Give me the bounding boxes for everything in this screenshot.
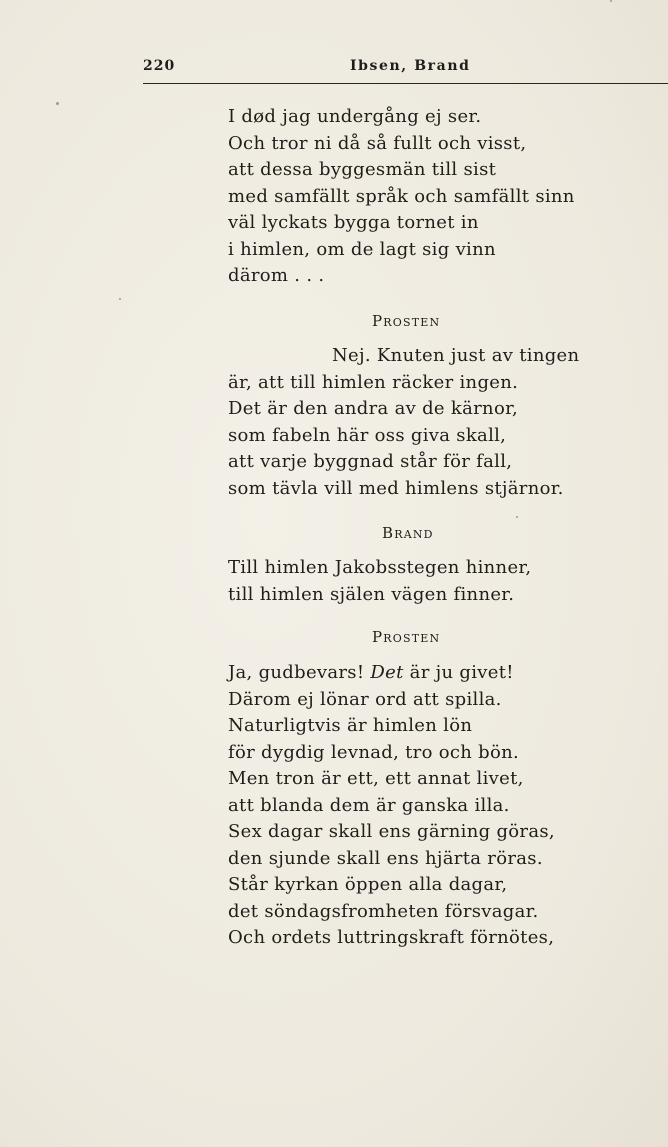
- verse-line: Därom ej lönar ord att spilla.: [228, 689, 502, 710]
- page-number: 220: [143, 58, 176, 74]
- verse-line: är, att till himlen räcker ingen.: [228, 372, 519, 393]
- speaker-name: Prosten: [372, 628, 441, 646]
- verse-fragment: är ju givet!: [409, 662, 514, 683]
- running-title: Ibsen, Brand: [350, 58, 471, 74]
- header-rule: [143, 83, 668, 84]
- verse-line: att blanda dem är ganska illa.: [228, 795, 510, 816]
- paper-speck: [56, 102, 59, 105]
- page-header: [143, 58, 668, 80]
- paper-speck: [516, 516, 518, 518]
- verse-line: i himlen, om de lagt sig vinn: [228, 239, 496, 260]
- speaker-name: Prosten: [372, 312, 441, 330]
- verse-line: med samfällt språk och samfällt sinn: [228, 186, 575, 207]
- verse-line: den sjunde skall ens hjärta röras.: [228, 848, 543, 869]
- paper-speck: [119, 298, 121, 300]
- verse-line: att dessa byggesmän till sist: [228, 159, 497, 180]
- verse-line: Och ordets luttringskraft förnötes,: [228, 927, 555, 948]
- verse-line: som tävla vill med himlens stjärnor.: [228, 478, 564, 499]
- verse-line: Naturligtvis är himlen lön: [228, 715, 473, 736]
- verse-line: det söndagsfromheten försvagar.: [228, 901, 539, 922]
- verse-line: Men tron är ett, ett annat livet,: [228, 768, 524, 789]
- verse-line: att varje byggnad står för fall,: [228, 451, 513, 472]
- verse-line: för dygdig levnad, tro och bön.: [228, 742, 520, 763]
- verse-line: som fabeln här oss giva skall,: [228, 425, 507, 446]
- verse-line: väl lyckats bygga tornet in: [228, 212, 479, 233]
- verse-line: Står kyrkan öppen alla dagar,: [228, 874, 508, 895]
- verse-line: [228, 662, 514, 684]
- verse-line: Sex dagar skall ens gärning göras,: [228, 821, 555, 842]
- verse-fragment: Ja, gudbevars!: [228, 662, 365, 683]
- verse-line: Och tror ni då så fullt och visst,: [228, 133, 527, 154]
- emphasized-word: Det: [370, 662, 404, 683]
- verse-line: Det är den andra av de kärnor,: [228, 398, 519, 419]
- verse-line: I død jag undergång ej ser.: [228, 106, 482, 127]
- paper-speck: [610, 0, 612, 2]
- verse-line: Nej. Knuten just av tingen: [332, 345, 580, 366]
- verse-line: därom . . .: [228, 265, 325, 286]
- verse-line: till himlen själen vägen finner.: [228, 584, 515, 605]
- verse-line: Till himlen Jakobsstegen hinner,: [228, 557, 532, 578]
- speaker-name: Brand: [382, 524, 434, 542]
